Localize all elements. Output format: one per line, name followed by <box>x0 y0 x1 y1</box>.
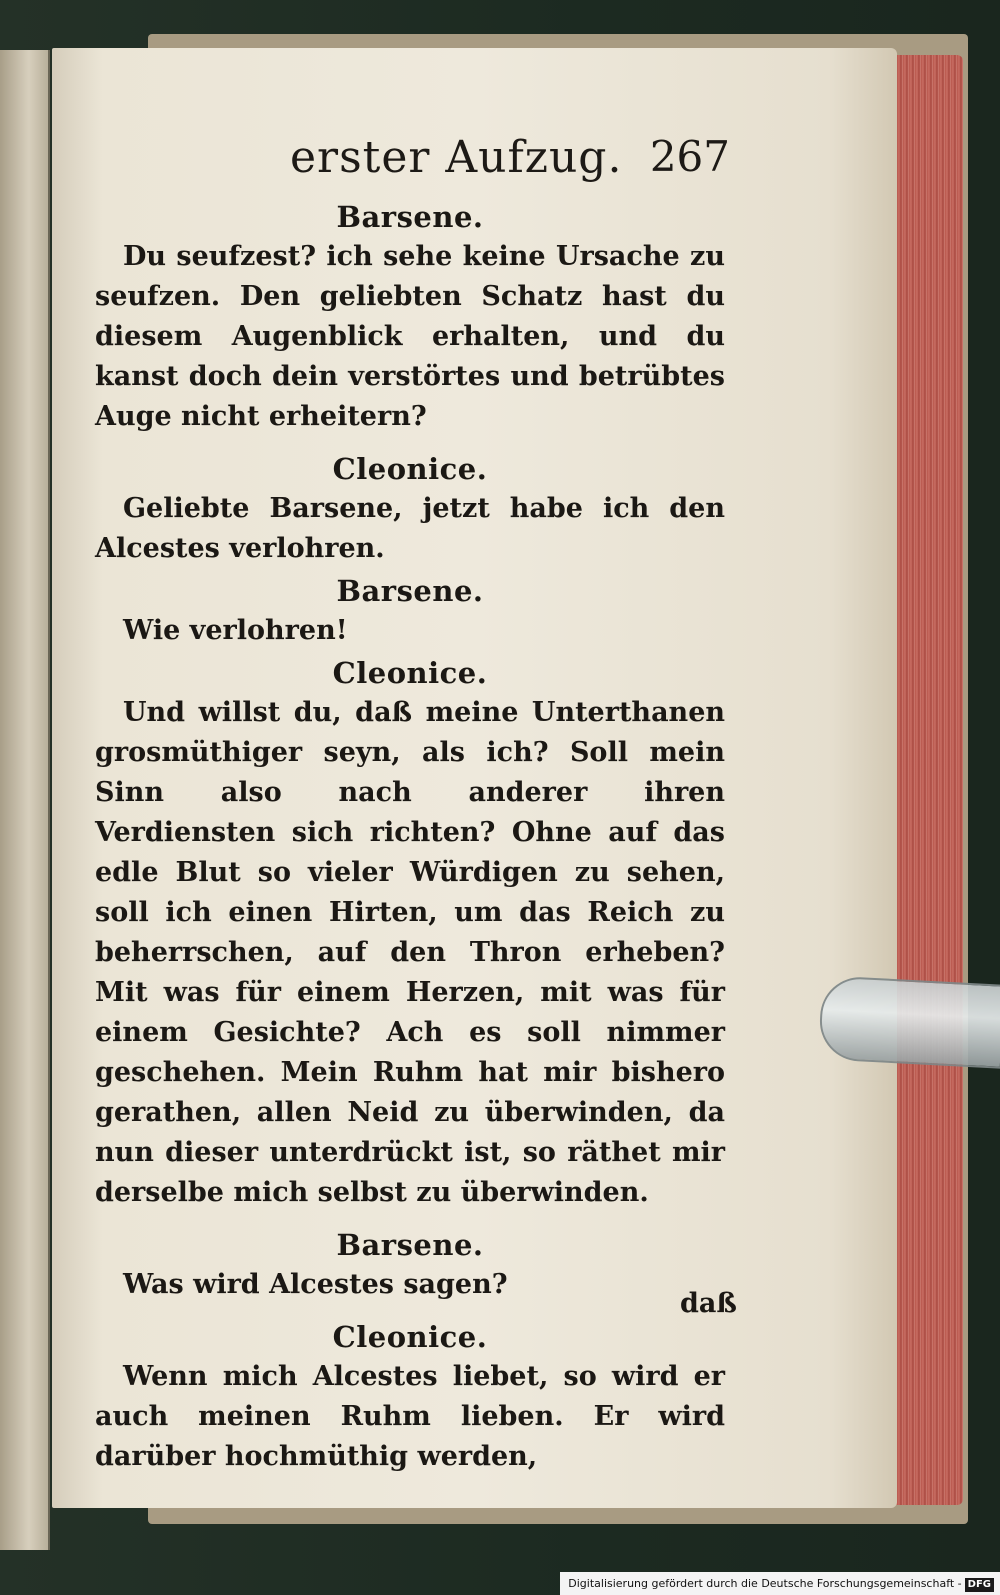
speaker-name: Cleonice. <box>332 656 488 690</box>
previous-page-edge <box>0 50 50 1550</box>
page-number: 267 <box>649 132 730 181</box>
speech: Wie verlohren! <box>123 615 348 646</box>
speaker-name: Cleonice. <box>332 1320 488 1354</box>
running-title: erster Aufzug. <box>290 132 623 183</box>
footer-credit <box>560 1572 1000 1595</box>
catchword: daß <box>680 1288 737 1319</box>
page-clip <box>818 975 1000 1069</box>
speaker-name: Barsene. <box>336 574 484 608</box>
running-head <box>290 132 740 192</box>
speech: Wenn mich Alcestes liebet, so wird er auch meinen Ruhm lieben. Er wird darüber hochmüthig werden, <box>95 1361 725 1472</box>
speaker-name: Barsene. <box>336 200 484 234</box>
speech: Du seufzest? ich sehe keine Ursache zu seufzen. Den geliebten Schatz hast du diesem Augenblick erhalten, und du kanst doch dein verstörtes und betrübtes Auge nicht erheitern? <box>95 241 725 432</box>
speech: Und willst du, daß meine Unterthanen grosmüthiger seyn, als ich? Soll mein Sinn also nach anderer ihren Verdiensten sich richten? Ohne auf das edle Blut so vieler Würdigen zu sehen, soll ich einen Hirten, um das Reich zu beherrschen, auf den Thron erheben? Mit was für einem Herzen, mit was für einem Gesichte? Ach es soll nimmer geschehen. Mein Ruhm hat mir bishero gerathen, allen Neid zu überwinden, da nun dieser unterdrückt ist, so räthet mir derselbe mich selbst zu überwinden. <box>95 697 725 1208</box>
speaker-name: Barsene. <box>336 1228 484 1262</box>
dfg-logo: DFG <box>965 1578 994 1592</box>
speech: Geliebte Barsene, jetzt habe ich den Alcestes verlohren. <box>95 493 725 564</box>
footer-text: Digitalisierung gefördert durch die Deutsche Forschungsgemeinschaft - <box>568 1577 962 1590</box>
speaker-name: Cleonice. <box>332 452 488 486</box>
speech: Was wird Alcestes sagen? <box>123 1269 508 1300</box>
text-block <box>95 195 725 1477</box>
